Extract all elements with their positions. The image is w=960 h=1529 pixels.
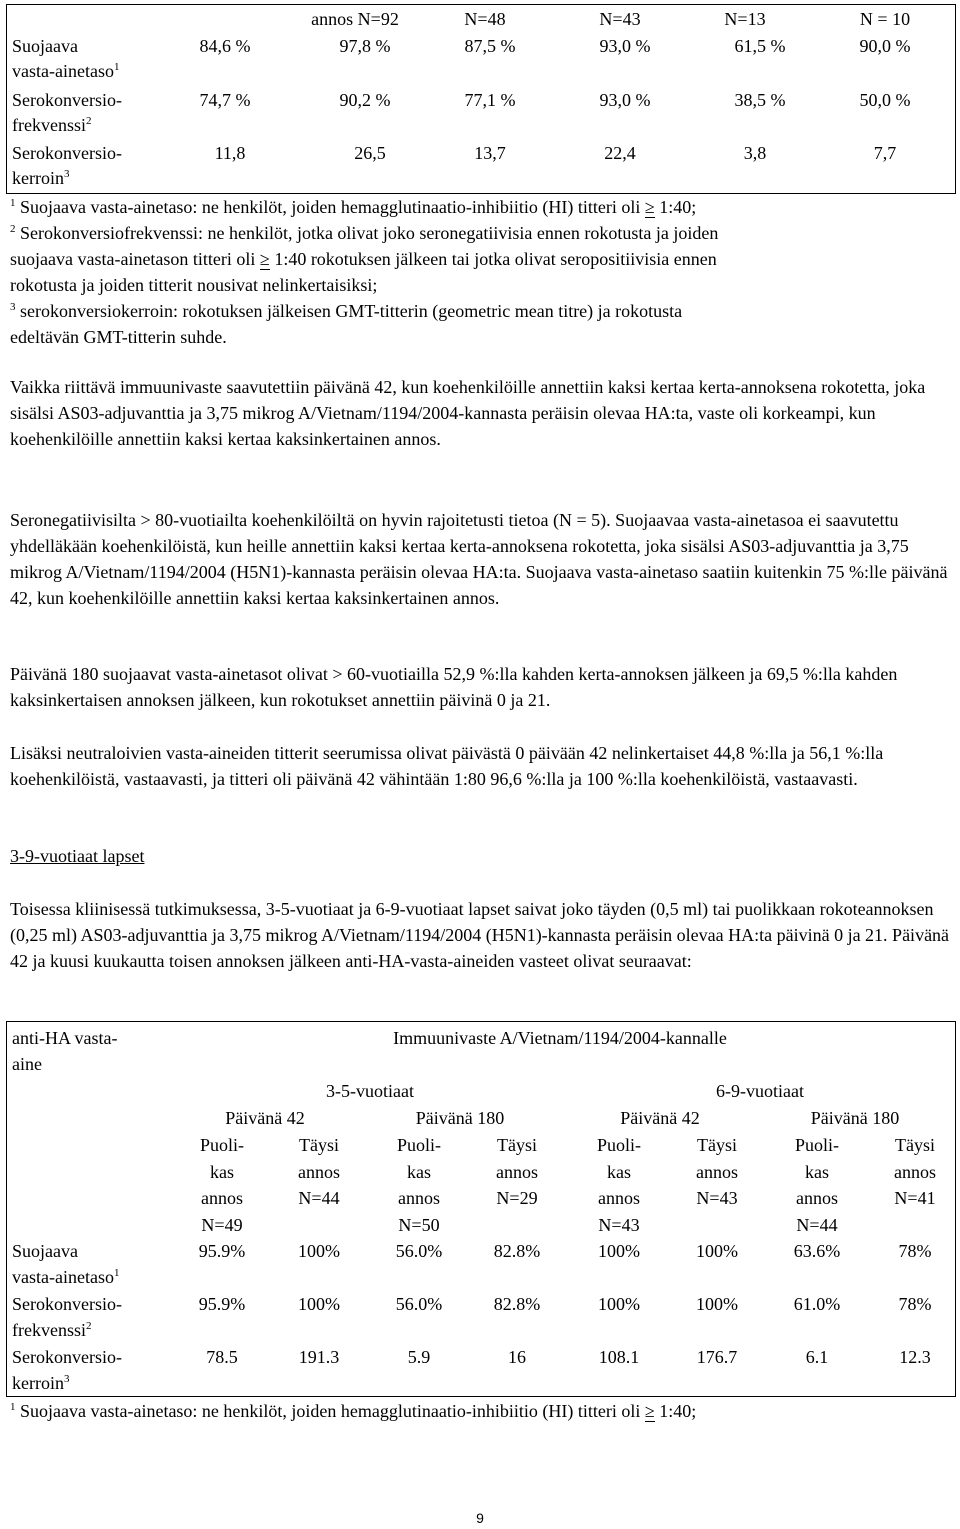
table-cell: 84,6 % <box>199 36 251 56</box>
table-cell: 108.1 <box>598 1347 640 1367</box>
table-cell: 90,2 % <box>339 90 391 110</box>
table-cell: 176.7 <box>696 1347 738 1367</box>
dose-header: annos <box>696 1161 738 1182</box>
row-label: frekvenssi$^2$ <box>12 1320 92 1340</box>
table-cell: 100% <box>298 1241 340 1261</box>
section-heading: 3-9-vuotiaat lapset <box>10 846 145 866</box>
footnote: $^3$ serokonversiokerroin: rokotuksen jälkeisen GMT-titterin (geometric mean titre) ja rokotusta <box>10 301 683 321</box>
row-label: vasta-ainetaso$^1$ <box>12 1267 120 1287</box>
footnote: suojaava vasta-ainetason titteri oli ≥ 1:40 rokotuksen jälkeen tai jotka olivat seropositiivisia ennen <box>10 246 717 272</box>
table-cell: 56.0% <box>395 1241 443 1261</box>
table-cell: 7,7 <box>873 143 897 163</box>
row-label: frekvenssi$^2$ <box>12 115 92 135</box>
day-header: Päivänä 42 <box>225 1108 305 1128</box>
row-label: Suojaava <box>12 1241 78 1261</box>
dose-header: Täysi <box>299 1135 339 1155</box>
row-label: Serokonversio- <box>12 1347 122 1367</box>
paragraph: Seronegatiivisilta > 80-vuotiailta koehenkilöiltä on hyvin rajoitetusti tietoa (N = 5). Suojaavaa vasta-ainetasoa ei saavutettu yhdelläkään koehenkilöistä, kun heille annettiin kaksi kertaa kerta-annoksena rokotetta, joka sisälsi AS03-adjuvanttia ja 3,75 mikrog A/Vietnam/1194/2004 (H5N1)-kannasta peräisin olevaa HA:ta. Suojaava vasta-ainetaso saatiin kuitenkin 75 %:lle päivänä 42, kun koehenkilöille annettiin kaksi kertaa kaksinkertainen annos. <box>10 510 948 608</box>
table-cell: 100% <box>298 1294 340 1314</box>
table-1-header: annos N=92 <box>311 9 399 29</box>
page-number: 9 <box>476 1510 484 1526</box>
table-cell: 100% <box>696 1241 738 1261</box>
table-1-header: N = 10 <box>859 9 911 29</box>
footnote: $^1$ Suojaava vasta-ainetaso: ne henkilöt, joiden hemagglutinaatio-inhibiitio (HI) titteri oli ≥ 1:40; <box>10 1398 696 1424</box>
corner-label: aine <box>12 1054 42 1074</box>
dose-header: annos <box>201 1188 243 1208</box>
table-cell: 11,8 <box>214 143 246 163</box>
dose-header: Täysi <box>697 1135 737 1155</box>
table-cell: 50,0 % <box>859 90 911 110</box>
table-cell: 82.8% <box>493 1241 541 1261</box>
dose-header: annos <box>496 1161 538 1182</box>
table-cell: 12.3 <box>899 1347 931 1367</box>
table-cell: 93,0 % <box>599 90 651 110</box>
table-cell: 97,8 % <box>339 36 391 56</box>
footnote: $^1$ Suojaava vasta-ainetaso: ne henkilöt, joiden hemagglutinaatio-inhibiitio (HI) titteri oli ≥ 1:40; <box>10 194 696 220</box>
table-cell: 61,5 % <box>734 36 786 56</box>
dose-header: Puoli- <box>199 1135 244 1155</box>
row-label: vasta-ainetaso$^1$ <box>12 61 120 81</box>
dose-header: Puoli- <box>596 1135 641 1155</box>
table-cell: 13,7 <box>474 143 506 163</box>
day-header: Päivänä 180 <box>810 1108 900 1128</box>
row-label: kerroin$^3$ <box>12 1373 70 1393</box>
paragraph: Päivänä 180 suojaavat vasta-ainetasot olivat > 60-vuotiailla 52,9 %:lla kahden kerta-annoksen jälkeen ja 69,5 %:lla kahden kaksinkertaisen annoksen jälkeen, kun rokotukset annettiin päivinä 0 ja 21. <box>10 664 898 710</box>
table-cell: 26,5 <box>354 143 386 163</box>
table-cell: 22,4 <box>604 143 636 163</box>
table-cell: 3,8 <box>743 143 767 163</box>
footnote: edeltävän GMT-titterin suhde. <box>10 327 227 347</box>
dose-header: N=41 <box>894 1188 936 1208</box>
table-cell: 38,5 % <box>734 90 786 110</box>
dose-header: Täysi <box>895 1135 935 1155</box>
row-label: Serokonversio- <box>12 1294 122 1314</box>
dose-header: kas <box>210 1161 234 1182</box>
table-cell: 95.9% <box>198 1241 246 1261</box>
table-cell: 100% <box>598 1241 640 1261</box>
table-cell: 74,7 % <box>199 90 251 110</box>
dose-header: kas <box>607 1161 631 1182</box>
dose-header: N=44 <box>796 1214 838 1235</box>
table-1-header: N=43 <box>599 9 641 29</box>
row-label: Serokonversio- <box>12 143 122 163</box>
table-cell: 191.3 <box>298 1347 340 1367</box>
dose-header: Täysi <box>497 1135 537 1155</box>
dose-header: annos <box>398 1188 440 1208</box>
table-cell: 100% <box>598 1294 640 1314</box>
age-group-header: 6-9-vuotiaat <box>716 1081 804 1101</box>
table-cell: 16 <box>508 1347 526 1367</box>
paragraph: Toisessa kliinisessä tutkimuksessa, 3-5-vuotiaat ja 6-9-vuotiaat lapset saivat joko täyden (0,5 ml) tai puolikkaan rokoteannoksen (0,25 ml) AS03-adjuvanttia ja 3,75 mikrog A/Vietnam/1194/2004 (H5N1)-kannasta peräisin olevaa HA:ta päivinä 0 ja 21. Päivänä 42 ja kuusi kuukautta toisen annoksen jälkeen anti-HA-vasta-aineiden vasteet olivat seuraavat: <box>10 899 950 971</box>
dose-header: N=43 <box>696 1188 738 1208</box>
footnote: rokotusta ja joiden titterit nousivat nelinkertaisiksi; <box>10 275 378 295</box>
table-cell: 78% <box>898 1241 932 1261</box>
day-header: Päivänä 180 <box>415 1108 505 1128</box>
dose-header: N=29 <box>496 1188 538 1208</box>
table-cell: 77,1 % <box>464 90 516 110</box>
table-cell: 61.0% <box>793 1294 841 1314</box>
corner-label: anti-HA vasta- <box>12 1028 118 1048</box>
main-header: Immuunivaste A/Vietnam/1194/2004-kannalle <box>393 1028 727 1048</box>
paragraph: Lisäksi neutraloivien vasta-aineiden titterit seerumissa olivat päivästä 0 päivään 42 nelinkertaiset 44,8 %:lla ja 56,1 %:lla koehenkilöistä, vastaavasti, ja titteri oli päivänä 42 vähintään 1:80 96,6 %:lla ja 100 %:lla koehenkilöistä, vastaavasti. <box>10 743 884 789</box>
dose-header: Puoli- <box>396 1135 441 1155</box>
dose-header: annos <box>894 1161 936 1182</box>
dose-header: annos <box>598 1188 640 1208</box>
dose-header: N=43 <box>598 1214 640 1235</box>
footnote: $^2$ Serokonversiofrekvenssi: ne henkilöt, jotka olivat joko seronegatiivisia ennen rokotusta ja joiden <box>10 223 719 243</box>
table-cell: 63.6% <box>793 1241 841 1261</box>
dose-header: N=49 <box>201 1214 243 1235</box>
table-cell: 78.5 <box>206 1347 238 1367</box>
dose-header: Puoli- <box>794 1135 839 1155</box>
paragraph: Vaikka riittävä immuunivaste saavutettiin päivänä 42, kun koehenkilöille annettiin kaksi kertaa kerta-annoksena rokotetta, joka sisälsi AS03-adjuvanttia ja 3,75 mikrog A/Vietnam/1194/2004-kannasta peräisin olevaa HA:ta, vaste oli korkeampi, kun koehenkilöille annettiin kaksi kertaa kaksinkertainen annos. <box>10 377 926 449</box>
table-cell: 82.8% <box>493 1294 541 1314</box>
dose-header: N=44 <box>298 1188 340 1208</box>
age-group-header: 3-5-vuotiaat <box>326 1081 414 1101</box>
table-cell: 90,0 % <box>859 36 911 56</box>
table-cell: 100% <box>696 1294 738 1314</box>
row-label: kerroin$^3$ <box>12 168 70 188</box>
table-cell: 87,5 % <box>464 36 516 56</box>
dose-header: kas <box>407 1161 431 1182</box>
table-cell: 6.1 <box>805 1347 829 1367</box>
dose-header: annos <box>796 1188 838 1208</box>
row-label: Suojaava <box>12 36 78 56</box>
day-header: Päivänä 42 <box>620 1108 700 1128</box>
table-1-header: N=48 <box>464 9 506 29</box>
table-cell: 78% <box>898 1294 932 1314</box>
table-cell: 93,0 % <box>599 36 651 56</box>
table-cell: 5.9 <box>407 1347 431 1367</box>
row-label: Serokonversio- <box>12 90 122 110</box>
table-cell: 56.0% <box>395 1294 443 1314</box>
dose-header: kas <box>805 1161 829 1182</box>
dose-header: annos <box>298 1161 340 1182</box>
dose-header: N=50 <box>398 1214 440 1235</box>
table-1-header: N=13 <box>724 9 766 29</box>
table-cell: 95.9% <box>198 1294 246 1314</box>
